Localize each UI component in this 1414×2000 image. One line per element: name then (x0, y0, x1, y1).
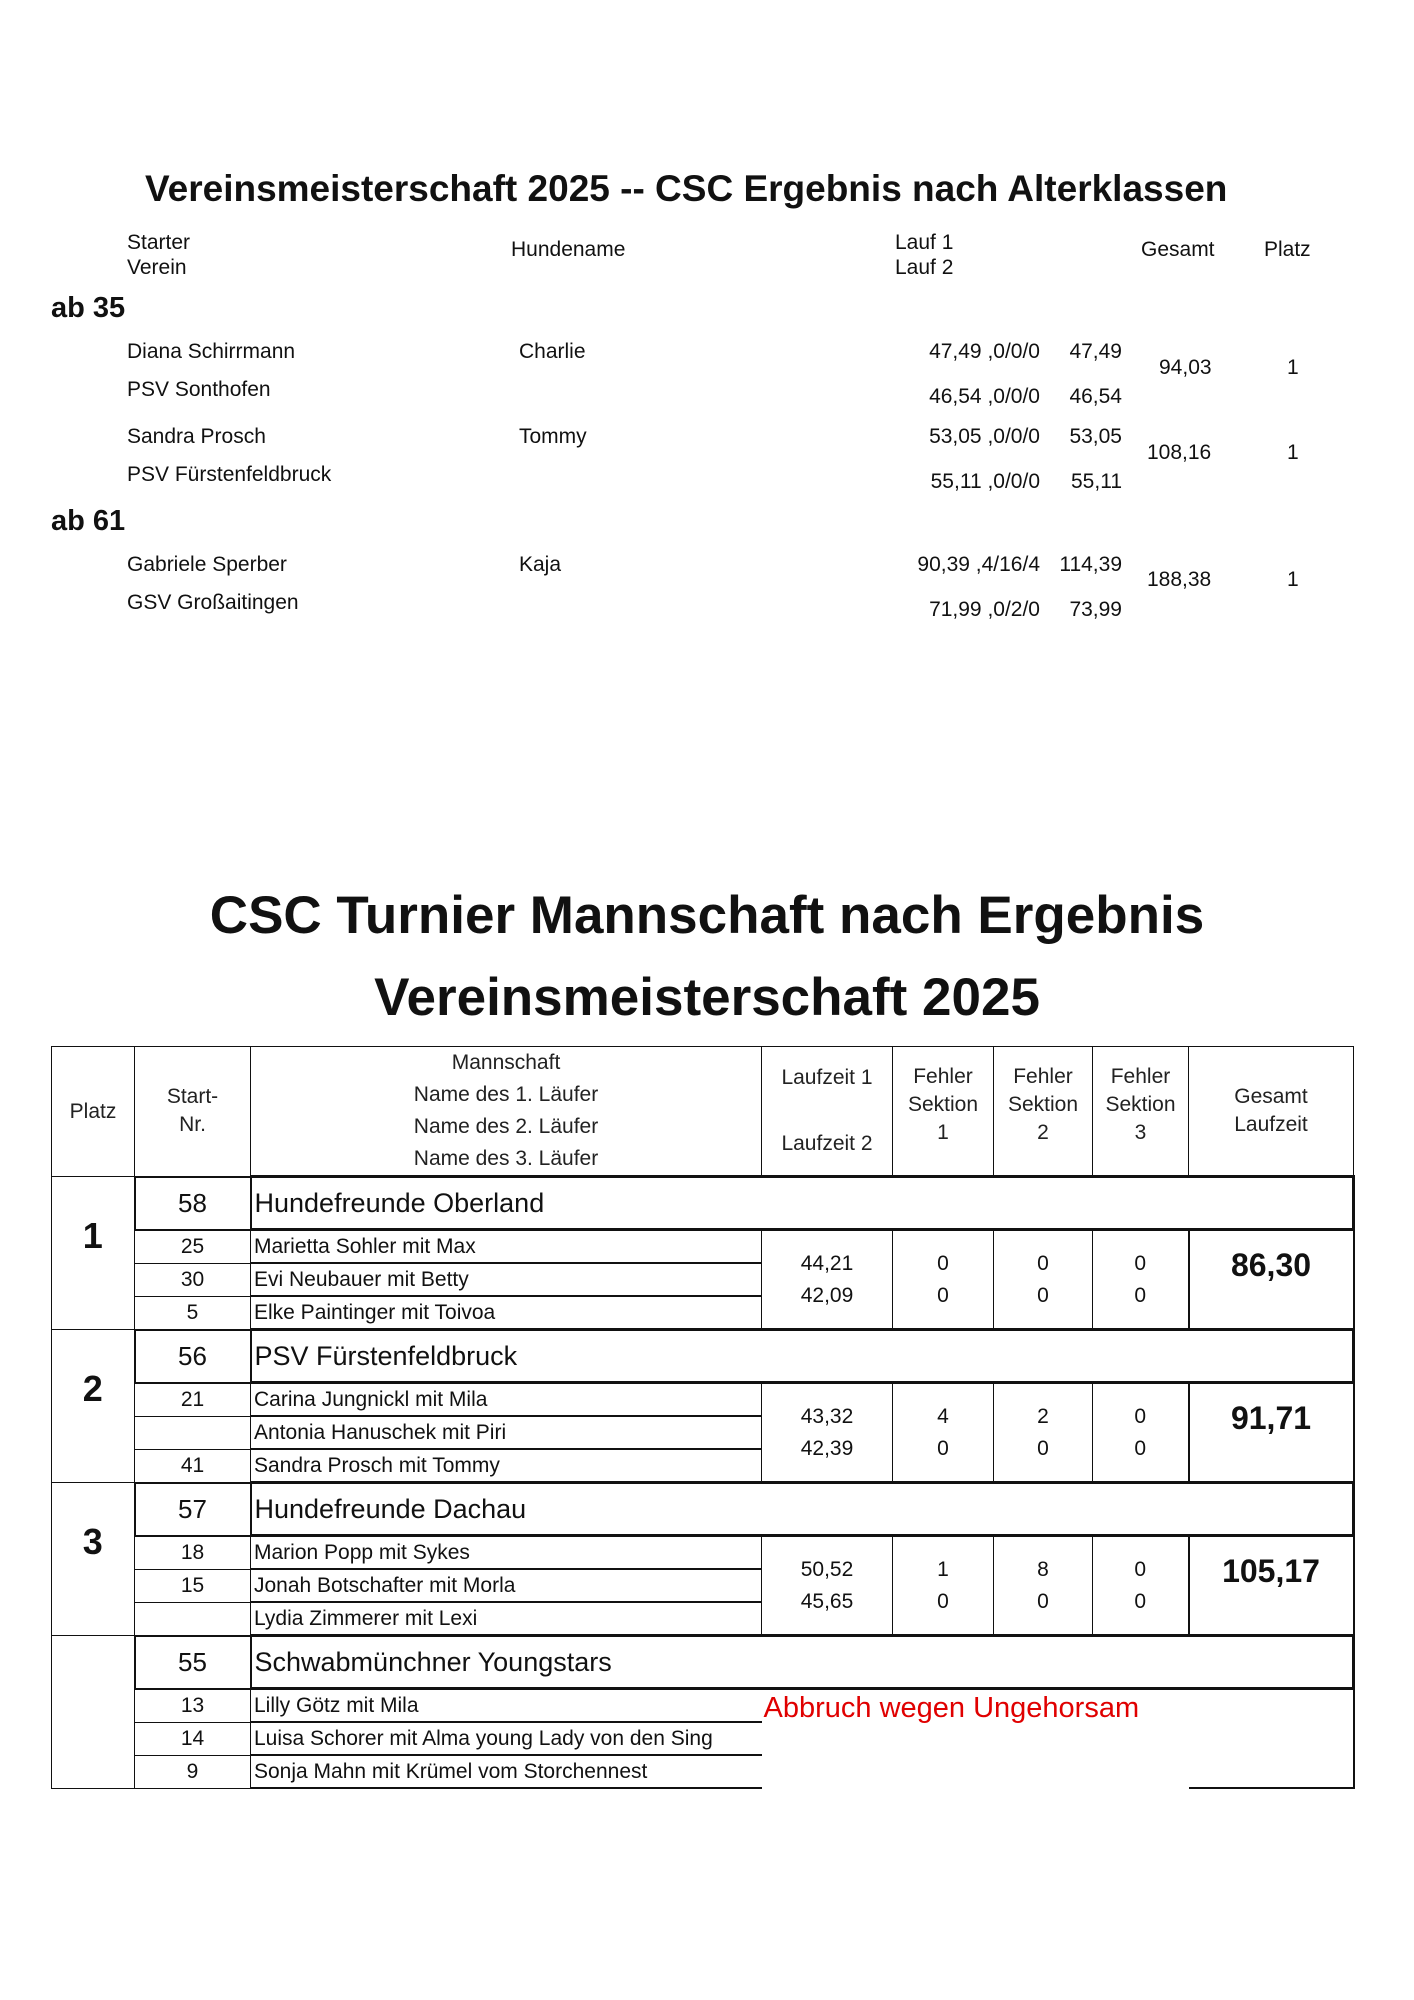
fehler2-values: 2 0 (994, 1383, 1093, 1483)
member-name: Evi Neubauer mit Betty (251, 1263, 762, 1296)
platz-value: 1 (1287, 441, 1299, 464)
team-name: Hundefreunde Oberland (251, 1177, 762, 1230)
member-startnr: 14 (135, 1722, 251, 1755)
member-name: Marion Popp mit Sykes (251, 1536, 762, 1570)
team-platz: 1 (52, 1177, 135, 1330)
team-startnr: 56 (135, 1330, 251, 1383)
member-startnr (135, 1602, 251, 1636)
platz-value: 1 (1287, 568, 1299, 591)
member-name: Sonja Mahn mit Krümel vom Storchennest (251, 1755, 762, 1788)
member-startnr: 15 (135, 1569, 251, 1602)
header-lauf1: Lauf 1 (895, 231, 954, 254)
header-mannschaft: Mannschaft Name des 1. Läufer Name des 2. Läufer Name des 3. Läufer (251, 1047, 762, 1177)
laufzeit-values: 44,21 42,09 (762, 1230, 893, 1330)
gesamt-laufzeit: 86,30 (1189, 1230, 1354, 1330)
section1-title: Vereinsmeisterschaft 2025 -- CSC Ergebnis nach Alterklassen (145, 168, 1228, 209)
fehler2-values: 0 0 (994, 1230, 1093, 1330)
fehler1-values: 4 0 (893, 1383, 994, 1483)
team-startnr: 57 (135, 1483, 251, 1536)
platz-value: 1 (1287, 356, 1299, 379)
member-name: Antonia Hanuschek mit Piri (251, 1416, 762, 1449)
member-startnr: 18 (135, 1536, 251, 1570)
starter-name: Gabriele Sperber (127, 553, 287, 576)
lauf2-result: 55,11 ,0/0/0 (930, 470, 1040, 493)
member-name: Lilly Götz mit Mila (251, 1689, 762, 1723)
lauf2-total: 73,99 (1069, 598, 1122, 621)
verein-name: PSV Sonthofen (127, 378, 271, 401)
group-label: ab 35 (51, 292, 126, 324)
starter-name: Sandra Prosch (127, 425, 266, 448)
header-fehler2: Fehler Sektion 2 (994, 1047, 1093, 1177)
section2-title-line2: Vereinsmeisterschaft 2025 (374, 968, 1040, 1027)
team-platz: 3 (52, 1483, 135, 1636)
dog-name: Tommy (519, 425, 587, 448)
group-label: ab 61 (51, 505, 126, 537)
member-startnr: 41 (135, 1449, 251, 1483)
member-startnr: 5 (135, 1296, 251, 1330)
team-results-table (51, 1046, 1355, 1789)
team-row (52, 1636, 1354, 1689)
fehler1-values: 0 0 (893, 1230, 994, 1330)
verein-name: PSV Fürstenfeldbruck (127, 463, 332, 486)
header-laufzeit: Laufzeit 1 Laufzeit 2 (762, 1047, 893, 1177)
member-startnr (135, 1416, 251, 1449)
header-platz: Platz (1264, 238, 1311, 261)
team-platz (52, 1636, 135, 1789)
laufzeit-values: 43,32 42,39 (762, 1383, 893, 1483)
gesamt-laufzeit: 91,71 (1189, 1383, 1354, 1483)
member-startnr: 9 (135, 1755, 251, 1788)
team-row (52, 1177, 1354, 1230)
fehler1-values: 1 0 (893, 1536, 994, 1636)
member-startnr: 30 (135, 1263, 251, 1296)
header-verein: Verein (127, 256, 187, 279)
lauf1-result: 53,05 ,0/0/0 (929, 425, 1040, 448)
header-startnr: Start- Nr. (135, 1047, 251, 1177)
lauf2-total: 46,54 (1069, 385, 1122, 408)
table-header-row (52, 1047, 1354, 1177)
team-row (52, 1483, 1354, 1536)
member-name: Luisa Schorer mit Alma young Lady von den Sing (251, 1722, 762, 1755)
header-hundename: Hundename (511, 238, 626, 261)
team-name: Hundefreunde Dachau (251, 1483, 762, 1536)
lauf2-total: 55,11 (1071, 470, 1122, 493)
dog-name: Kaja (519, 553, 562, 576)
fehler3-values: 0 0 (1093, 1230, 1189, 1330)
lauf1-result: 90,39 ,4/16/4 (917, 553, 1040, 576)
member-row (52, 1383, 1354, 1417)
header-platz: Platz (52, 1047, 135, 1177)
lauf1-result: 47,49 ,0/0/0 (929, 340, 1040, 363)
fehler3-values: 0 0 (1093, 1383, 1189, 1483)
laufzeit-values: 50,52 45,65 (762, 1536, 893, 1636)
team-name: PSV Fürstenfeldbruck (251, 1330, 762, 1383)
gesamt-value: 108,16 (1147, 441, 1212, 464)
fehler2-values: 8 0 (994, 1536, 1093, 1636)
member-startnr: 21 (135, 1383, 251, 1417)
header-gesamt: Gesamt (1141, 238, 1215, 261)
member-name: Elke Paintinger mit Toivoa (251, 1296, 762, 1330)
lauf1-total: 47,49 (1069, 340, 1122, 363)
dog-name: Charlie (519, 340, 586, 363)
gesamt-value: 94,03 (1159, 356, 1212, 379)
lauf2-result: 71,99 ,0/2/0 (929, 598, 1040, 621)
fehler3-values: 0 0 (1093, 1536, 1189, 1636)
member-startnr: 25 (135, 1230, 251, 1264)
member-name: Carina Jungnickl mit Mila (251, 1383, 762, 1417)
header-starter: Starter (127, 231, 191, 254)
verein-name: GSV Großaitingen (127, 591, 299, 614)
starter-name: Diana Schirrmann (127, 340, 296, 363)
member-name: Sandra Prosch mit Tommy (251, 1449, 762, 1483)
gesamt-laufzeit: 105,17 (1189, 1536, 1354, 1636)
lauf1-total: 114,39 (1059, 553, 1122, 576)
team-row (52, 1330, 1354, 1383)
lauf2-result: 46,54 ,0/0/0 (929, 385, 1040, 408)
gesamt-value: 188,38 (1147, 568, 1212, 591)
section2-title-line1: CSC Turnier Mannschaft nach Ergebnis (209, 886, 1205, 945)
header-lauf2: Lauf 2 (895, 256, 954, 279)
header-gesamt: Gesamt Laufzeit (1189, 1047, 1354, 1177)
header-lauf (895, 230, 953, 280)
member-row (52, 1230, 1354, 1264)
member-name: Lydia Zimmerer mit Lexi (251, 1602, 762, 1636)
lauf1-total: 53,05 (1069, 425, 1122, 448)
member-startnr: 13 (135, 1689, 251, 1723)
member-name: Jonah Botschafter mit Morla (251, 1569, 762, 1602)
member-name: Marietta Sohler mit Max (251, 1230, 762, 1264)
header-starter-verein (127, 230, 190, 280)
team-startnr: 55 (135, 1636, 251, 1689)
team-startnr: 58 (135, 1177, 251, 1230)
abbruch-note: Abbruch wegen Ungehorsam (763, 1692, 1140, 1724)
header-fehler1: Fehler Sektion 1 (893, 1047, 994, 1177)
team-platz: 2 (52, 1330, 135, 1483)
team-name: Schwabmünchner Youngstars (251, 1636, 762, 1689)
header-fehler3: Fehler Sektion 3 (1093, 1047, 1189, 1177)
member-row (52, 1536, 1354, 1570)
member-row (52, 1689, 1354, 1723)
